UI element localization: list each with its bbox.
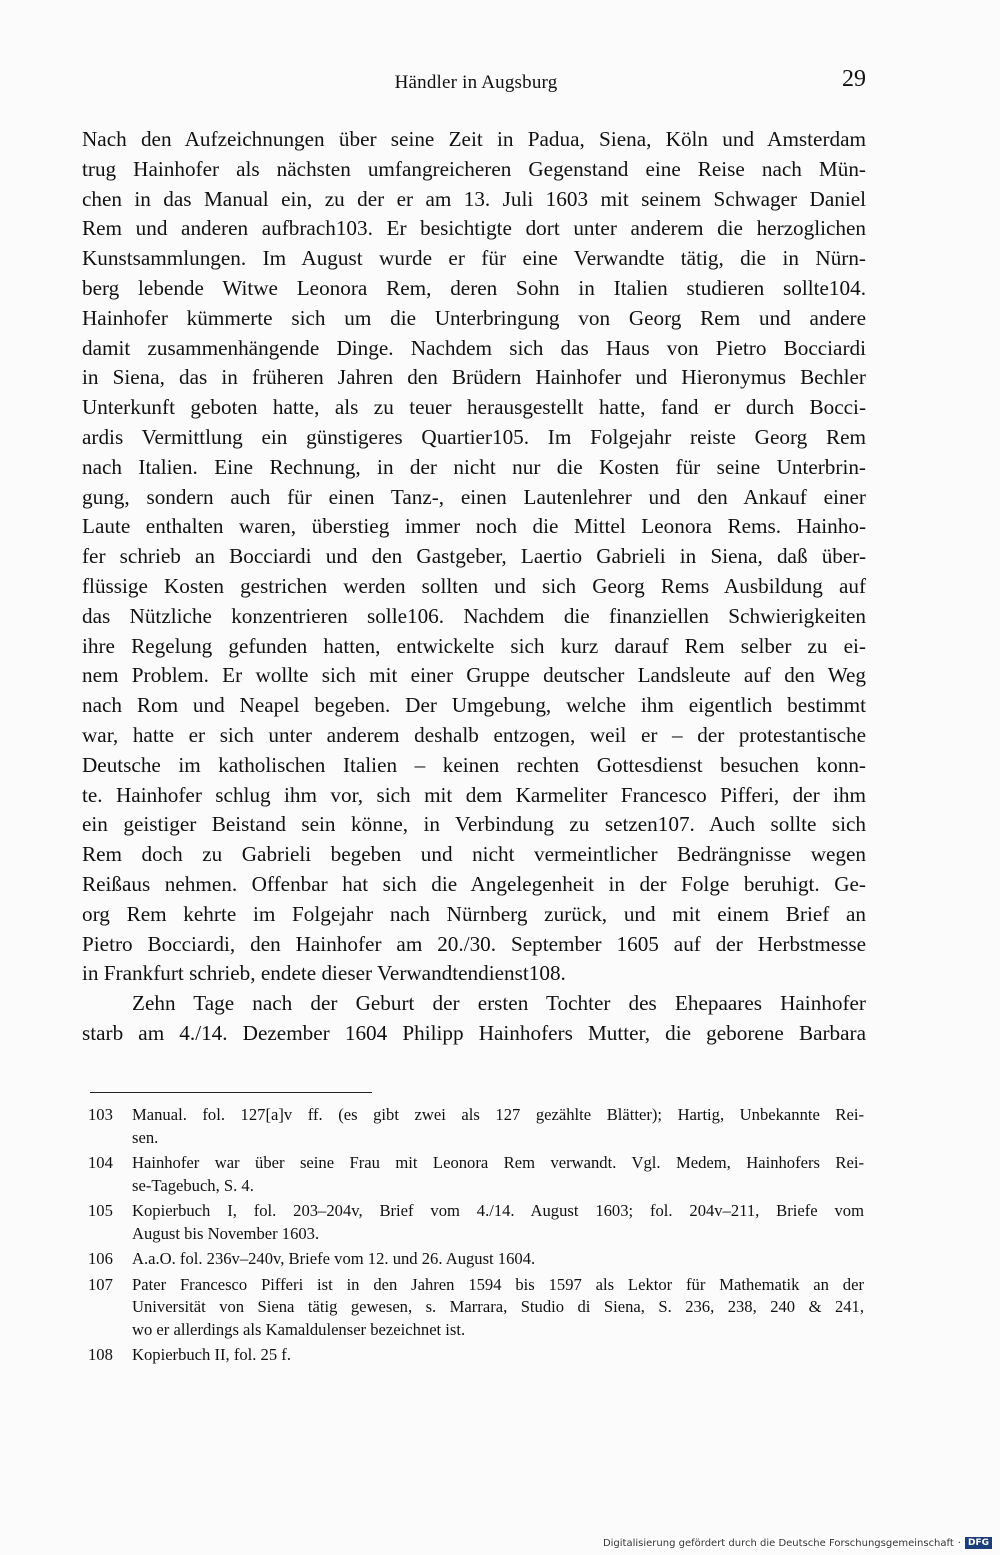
text-line: nach Italien. Eine Rechnung, in der nicht nur die Kosten für seine Unterbrin- bbox=[82, 454, 866, 479]
text-line: Rem und anderen aufbrach103. Er besichtigte dort unter anderem die herzoglichen bbox=[82, 216, 866, 241]
text-line: Nach den Aufzeichnungen über seine Zeit in Padua, Siena, Köln und Amsterdam bbox=[82, 127, 866, 151]
footnote-line: Kopierbuch II, fol. 25 f. bbox=[132, 1345, 291, 1364]
text-line: chen in das Manual ein, zu der er am 13. Juli 1603 mit seinem Schwager Daniel bbox=[82, 186, 866, 211]
text-line: Deutsche im katholischen Italien – keinen rechten Gottesdienst besuchen konn- bbox=[82, 752, 866, 777]
text-line: org Rem kehrte im Folgejahr nach Nürnberg zurück, und mit einem Brief an bbox=[82, 901, 866, 926]
text-line: starb am 4./14. Dezember 1604 Philipp Hainhofers Mutter, die geborene Barbara bbox=[82, 1020, 866, 1045]
page-number: 29 bbox=[842, 66, 866, 92]
footnote-line: August bis November 1603. bbox=[132, 1223, 320, 1243]
footnote bbox=[88, 1152, 864, 1197]
text-line: trug Hainhofer als nächsten umfangreicheren Gegenstand eine Reise nach Mün- bbox=[82, 156, 866, 181]
text-line: Pietro Bocciardi, den Hainhofer am 20./30. September 1605 auf der Herbstmesse bbox=[82, 931, 866, 956]
footnote-line: wo er allerdings als Kamaldulenser bezeichnet ist. bbox=[132, 1319, 466, 1339]
text-line: in Frankfurt schrieb, endete dieser Verwandtendienst108. bbox=[82, 961, 566, 986]
dfg-logo: DFG bbox=[965, 1537, 992, 1549]
text-line: war, hatte er sich unter anderem deshalb entzogen, weil er – der protestantische bbox=[82, 722, 866, 747]
text-line: das Nützliche konzentrieren solle106. Nachdem die finanziellen Schwierigkeiten bbox=[82, 603, 866, 628]
footnote bbox=[88, 1200, 864, 1245]
footnote-number: 104 bbox=[88, 1153, 113, 1172]
footnote bbox=[88, 1104, 864, 1149]
text-line: ihre Regelung gefunden hatten, entwickelte sich kurz darauf Rem selber zu ei- bbox=[82, 633, 866, 658]
footnote-line: se-Tagebuch, S. 4. bbox=[132, 1175, 254, 1195]
text-line: damit zusammenhängende Dinge. Nachdem sich das Haus von Pietro Bocciardi bbox=[82, 335, 866, 360]
text-line: ardis Vermittlung ein günstigeres Quartier105. Im Folgejahr reiste Georg Rem bbox=[82, 424, 866, 449]
body-text bbox=[82, 125, 866, 1049]
footnote-number: 103 bbox=[88, 1105, 113, 1124]
text-line: Hainhofer kümmerte sich um die Unterbringung von Georg Rem und andere bbox=[82, 305, 866, 330]
text-line: Laute enthalten waren, überstieg immer noch die Mittel Leonora Rems. Hainho- bbox=[82, 514, 866, 539]
footnote bbox=[88, 1344, 864, 1367]
footnotes bbox=[88, 1104, 864, 1370]
footnote-number: 108 bbox=[88, 1345, 113, 1364]
text-line: te. Hainhofer schlug ihm vor, sich mit dem Karmeliter Francesco Pifferi, der ihm bbox=[82, 782, 866, 807]
footnote-number: 106 bbox=[88, 1249, 113, 1268]
footnote-divider bbox=[90, 1092, 372, 1093]
text-line: fer schrieb an Bocciardi und den Gastgeber, Laertio Gabrieli in Siena, daß über- bbox=[82, 544, 866, 569]
footnote bbox=[88, 1274, 864, 1342]
digitization-banner: Digitalisierung gefördert durch die Deutsche Forschungsgemeinschaft · DFG bbox=[603, 1537, 992, 1549]
footnote-number: 105 bbox=[88, 1201, 113, 1220]
footnote-line: sen. bbox=[132, 1127, 159, 1147]
footnote-number: 107 bbox=[88, 1274, 113, 1294]
text-line: Reißaus nehmen. Offenbar hat sich die Angelegenheit in der Folge beruhigt. Ge- bbox=[82, 871, 866, 896]
text-line: Unterkunft geboten hatte, als zu teuer herausgestellt hatte, fand er durch Bocci- bbox=[82, 395, 866, 420]
text-line: nem Problem. Er wollte sich mit einer Gruppe deutscher Landsleute auf den Weg bbox=[82, 663, 866, 688]
text-line: in Siena, das in früheren Jahren den Brüdern Hainhofer und Hieronymus Bechler bbox=[82, 365, 866, 390]
text-line: Kunstsammlungen. Im August wurde er für eine Verwandte tätig, die in Nürn- bbox=[82, 246, 866, 271]
text-line: berg lebende Witwe Leonora Rem, deren Sohn in Italien studieren sollte104. bbox=[82, 275, 866, 300]
footnote-line: Kopierbuch I, fol. 203–204v, Brief vom 4./14. August 1603; fol. 204v–211, Briefe vom bbox=[132, 1201, 864, 1220]
text-line: nach Rom und Neapel begeben. Der Umgebung, welche ihm eigentlich bestimmt bbox=[82, 693, 866, 718]
running-head: Händler in Augsburg bbox=[394, 72, 558, 93]
footnote-line: A.a.O. fol. 236v–240v, Briefe vom 12. und 26. August 1604. bbox=[132, 1249, 536, 1268]
text-line: ein geistiger Beistand sein könne, in Verbindung zu setzen107. Auch sollte sich bbox=[82, 812, 866, 837]
footnote-line: Pater Francesco Pifferi ist in den Jahren 1594 bis 1597 als Lektor für Mathematik an der bbox=[132, 1274, 864, 1294]
footnote-line: Hainhofer war über seine Frau mit Leonora Rem verwandt. Vgl. Medem, Hainhofers Rei- bbox=[132, 1153, 864, 1172]
text-line: gung, sondern auch für einen Tanz-, einen Lautenlehrer und den Ankauf einer bbox=[82, 484, 866, 509]
text-line: Zehn Tage nach der Geburt der ersten Tochter des Ehepaares Hainhofer bbox=[132, 991, 866, 1016]
funding-notice: Digitalisierung gefördert durch die Deutsche Forschungsgemeinschaft bbox=[602, 1537, 954, 1549]
footnote-line: Universität von Siena tätig gewesen, s. Marrara, Studio di Siena, S. 236, 238, 240 & 241, bbox=[132, 1297, 864, 1316]
text-line: Rem doch zu Gabrieli begeben und nicht vermeintlicher Bedrängnisse wegen bbox=[82, 842, 866, 867]
footnote-line: Manual. fol. 127[a]v ff. (es gibt zwei als 127 gezählte Blätter); Hartig, Unbekannte Rei- bbox=[132, 1105, 864, 1124]
text-line: flüssige Kosten gestrichen werden sollten und sich Georg Rems Ausbildung auf bbox=[82, 573, 866, 598]
footnote bbox=[88, 1248, 864, 1271]
